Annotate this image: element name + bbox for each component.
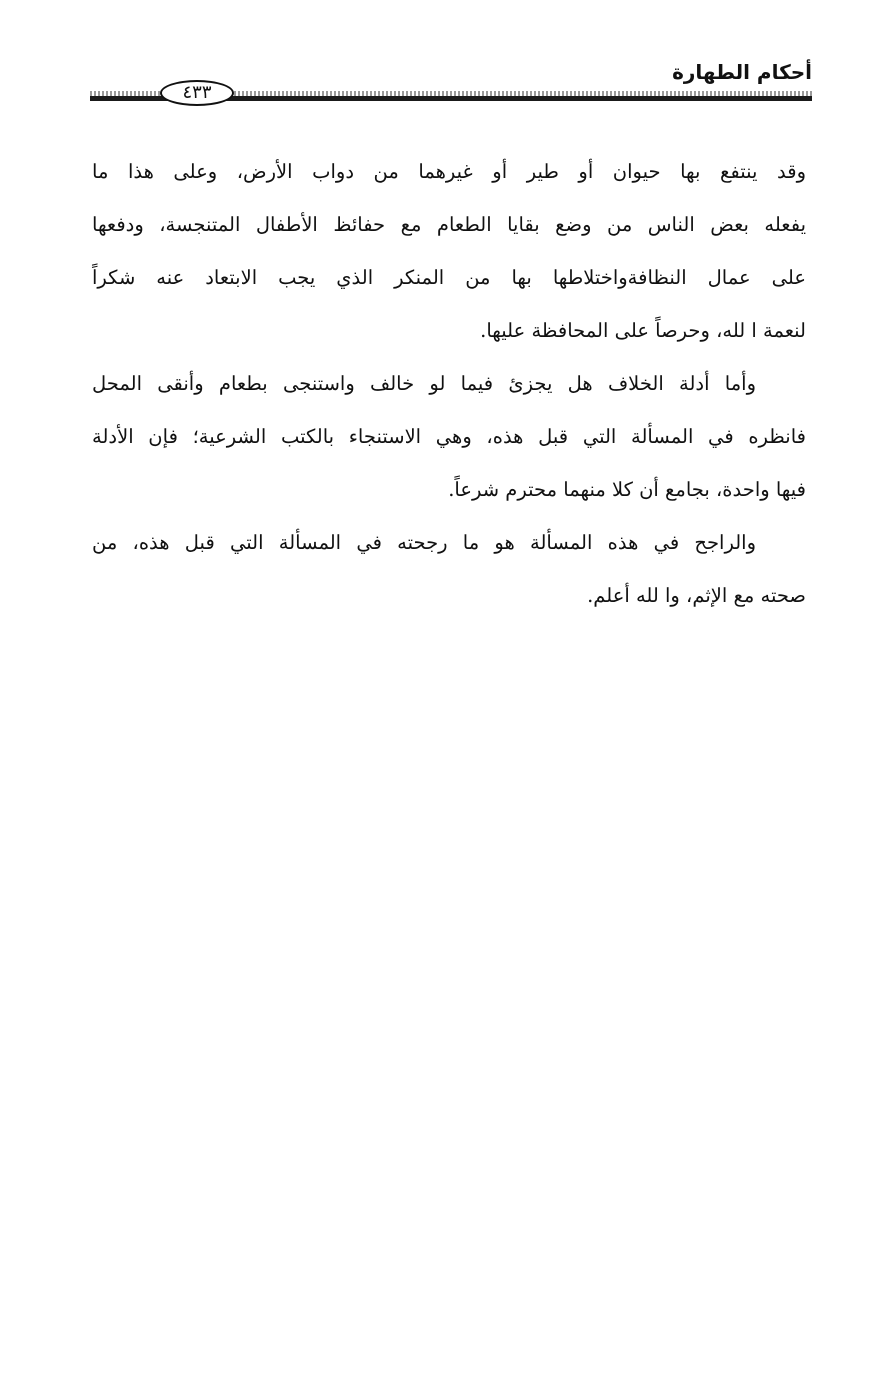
text-line: لنعمة ا لله، وحرصاً على المحافظة عليها. (480, 319, 806, 342)
text-line: فانظره في المسألة التي قبل هذه، وهي الاستنجاء بالكتب الشرعية؛ فإن الأدلة (92, 425, 806, 448)
page-body (92, 145, 806, 622)
paragraph-1 (92, 145, 806, 357)
text-line: وأما أدلة الخلاف هل يجزئ فيما لو خالف واستنجى بطعام وأنقى المحل (92, 372, 756, 395)
text-line: فيها واحدة، بجامع أن كلا منهما محترم شرعاً. (448, 478, 806, 501)
text-line: صحته مع الإثم، وا لله أعلم. (587, 584, 806, 607)
page-number: ٤٣٣ (182, 82, 212, 103)
paragraph-2 (92, 357, 806, 516)
paragraph-3 (92, 516, 806, 622)
header-title: أحكام الطهارة (672, 60, 812, 84)
text-line: يفعله بعض الناس من وضع بقايا الطعام مع حفائظ الأطفال المتنجسة، ودفعها (92, 213, 806, 236)
text-line: والراجح في هذه المسألة هو ما رجحته في المسألة التي قبل هذه، من (92, 531, 756, 554)
running-header (90, 58, 812, 108)
text-line: وقد ينتفع بها حيوان أو طير أو غيرهما من دواب الأرض، وعلى هذا ما (92, 160, 806, 183)
text-line: على عمال النظافةواختلاطها بها من المنكر الذي يجب الابتعاد عنه شكراً (92, 266, 806, 289)
page-number-frame (160, 80, 234, 106)
